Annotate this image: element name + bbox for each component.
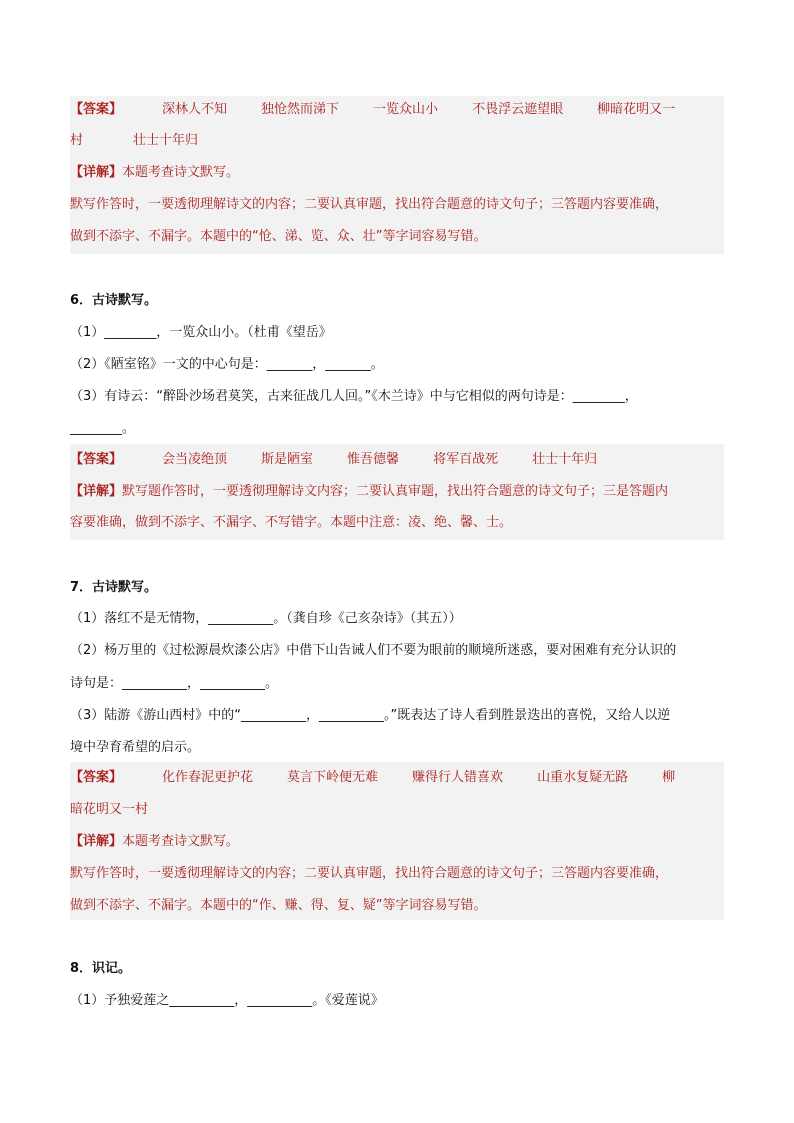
question-sub-q6-2: （2）《陋室铭》一文的中心句是：_______，_______。 xyxy=(70,357,384,372)
answer-item: 惟吾德馨 xyxy=(347,452,400,467)
answer-item: 村 xyxy=(70,133,84,148)
detail-line-q6-2: 容要准确，做到不添字、不漏字、不写错字。本题中注意：凌、绝、馨、士。 xyxy=(70,515,513,530)
answer-item: 不畏浮云遮望眼 xyxy=(472,102,564,117)
detail-line-q7-1 xyxy=(70,831,239,853)
question-sub-q7-2a: （2）杨万里的《过松源晨炊漆公店》中借下山告诫人们不要为眼前的顺境所迷惑，要对困难有充分认识的 xyxy=(70,643,677,658)
answer-tag: 【答案】 xyxy=(70,770,123,785)
answer-line-q5-2 xyxy=(70,130,198,152)
question-sub-q7-3b: 境中孕育希望的启示。 xyxy=(70,740,201,755)
question-sub-q8-1: （1）予独爱莲之__________，__________。《爱莲说》 xyxy=(70,993,384,1008)
answer-item: 壮士十年归 xyxy=(532,452,598,467)
detail-line-q6-1 xyxy=(70,481,668,503)
answer-item: 化作春泥更护花 xyxy=(162,770,254,785)
answer-item: 壮士十年归 xyxy=(133,133,199,148)
answer-item: 深林人不知 xyxy=(162,102,228,117)
detail-intro: 本题考查诗文默写。 xyxy=(122,165,240,180)
answer-item: 山重水复疑无路 xyxy=(537,770,629,785)
question-sub-q6-3b: ________。 xyxy=(70,421,136,436)
answer-item: 将军百战死 xyxy=(433,452,499,467)
detail-tag: 【详解】 xyxy=(70,165,123,180)
answer-item: 斯是陋室 xyxy=(261,452,314,467)
detail-intro: 本题考查诗文默写。 xyxy=(122,834,240,849)
question-sub-q6-1: （1）________，一览众山小。（杜甫《望岳》 xyxy=(70,325,332,340)
answer-item: 柳 xyxy=(662,770,676,785)
question-sub-q7-2b: 诗句是：__________，__________。 xyxy=(70,676,279,691)
answer-item: 一览众山小 xyxy=(373,102,439,117)
question-title-q7: 7．古诗默写。 xyxy=(70,580,158,595)
detail-line-q5-3: 做到不添字、不漏字。本题中的“怆、涕、览、众、壮”等字词容易写错。 xyxy=(70,229,487,244)
answer-tag: 【答案】 xyxy=(70,452,123,467)
question-sub-q6-3a: （3）有诗云：“醉卧沙场君莫笑，古来征战几人回。”《木兰诗》中与它相似的两句诗是：________， xyxy=(70,389,638,404)
detail-line-q5-1 xyxy=(70,162,239,184)
detail-tag: 【详解】 xyxy=(70,484,123,499)
answer-line-q6 xyxy=(70,449,597,471)
answer-item: 会当凌绝顶 xyxy=(162,452,228,467)
question-title-q6: 6．古诗默写。 xyxy=(70,293,158,308)
answer-tag: 【答案】 xyxy=(70,102,123,117)
answer-line-q7-1 xyxy=(70,767,675,789)
detail-line-q7-2: 默写作答时，一要透彻理解诗文的内容；二要认真审题，找出符合题意的诗文句子；三答题内容要准确， xyxy=(70,866,669,881)
detail-line-q5-2: 默写作答时，一要透彻理解诗文的内容；二要认真审题，找出符合题意的诗文句子；三答题内容要准确， xyxy=(70,197,669,212)
answer-item: 赚得行人错喜欢 xyxy=(412,770,504,785)
detail-tag: 【详解】 xyxy=(70,834,123,849)
answer-line-q5-1 xyxy=(70,99,675,121)
question-title-q8: 8．识记。 xyxy=(70,961,132,976)
answer-item: 独怆然而涕下 xyxy=(261,102,340,117)
answer-item: 莫言下岭便无难 xyxy=(287,770,379,785)
detail-text: 默写题作答时，一要透彻理解诗文内容；二要认真审题，找出符合题意的诗文句子；三是答题内 xyxy=(122,484,669,499)
question-sub-q7-1: （1）落红不是无情物，__________。（龚自珍《己亥杂诗》（其五）） xyxy=(70,611,462,626)
detail-line-q7-3: 做到不添字、不漏字。本题中的“作、赚、得、复、疑”等字词容易写错。 xyxy=(70,898,487,913)
answer-item: 柳暗花明又一 xyxy=(597,102,676,117)
answer-line-q7-2: 暗花明又一村 xyxy=(70,802,149,817)
question-sub-q7-3a: （3）陆游《游山西村》中的“__________，__________。”既表达了诗人看到胜景迭出的喜悦，又给人以逆 xyxy=(70,708,671,723)
